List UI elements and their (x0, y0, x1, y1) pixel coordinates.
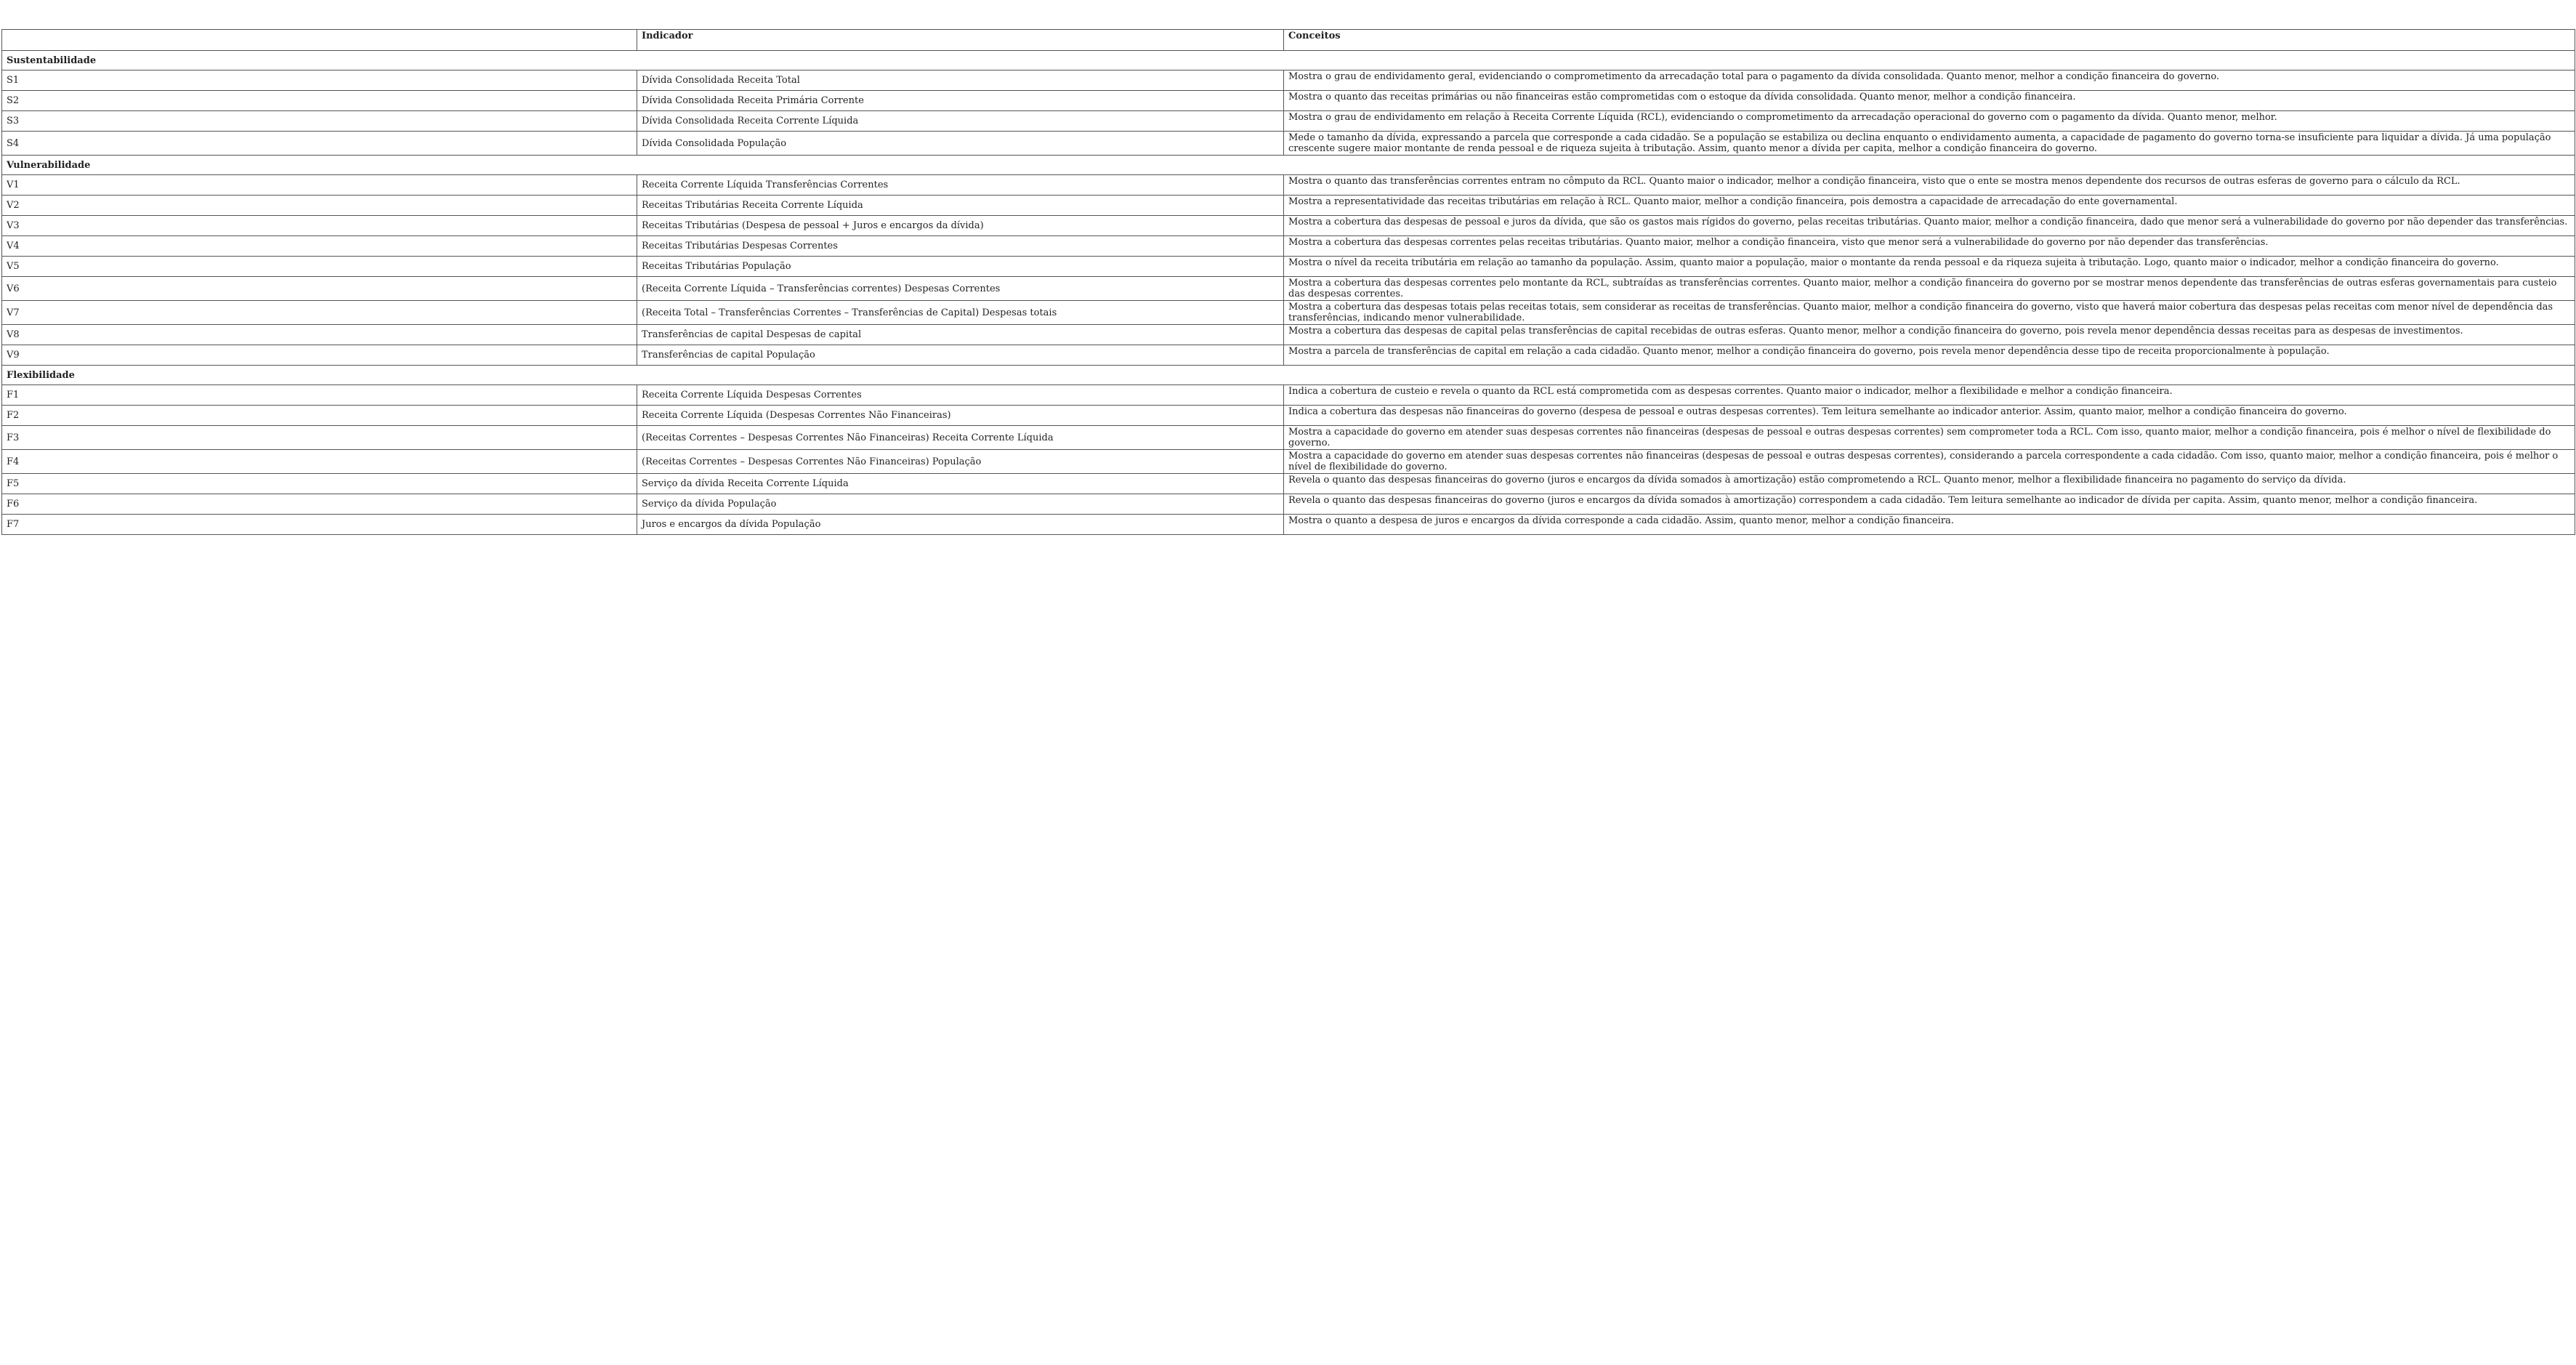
row-indicator: Dívida Consolidada Receita Corrente Líquida (637, 111, 1284, 132)
row-code: V1 (2, 175, 637, 196)
row-code: V8 (2, 325, 637, 345)
table-row (2, 196, 2575, 216)
row-indicator: (Receitas Correntes – Despesas Correntes Não Financeiras) População (637, 450, 1284, 474)
row-concept: Mostra a cobertura das despesas correntes pelas receitas tributárias. Quanto maior, melhor a condição financeira, visto que menor será a vulnerabilidade do governo por não depender das transferências. (1284, 236, 2575, 257)
row-concept: Mostra a parcela de transferências de capital em relação a cada cidadão. Quanto menor, melhor a condição financeira do governo, pois revela menor dependência desse tipo de receita proporcionalmente à população. (1284, 345, 2575, 366)
table-row (2, 277, 2575, 301)
row-code: F6 (2, 494, 637, 515)
table-row (2, 426, 2575, 450)
table-row (2, 450, 2575, 474)
row-concept: Mostra a capacidade do governo em atender suas despesas correntes não financeiras (despesas de pessoal e outras despesas correntes) sem comprometer toda a RCL. Com isso, quanto maior, melhor a condição financeira, pois é melhor o nível de flexibilidade do governo. (1284, 426, 2575, 450)
header-concept: Conceitos (1284, 30, 2575, 51)
row-code: F1 (2, 385, 637, 406)
row-concept: Mostra a cobertura das despesas totais pelas receitas totais, sem considerar as receitas de transferências. Quanto maior, melhor a condição financeira do governo, visto que haverá maior cobertura das despesas pelas receitas com menor nível de dependência das transferências, indicando menor vulnerabilidade. (1284, 301, 2575, 325)
row-concept: Mostra o grau de endividamento geral, evidenciando o comprometimento da arrecadação total para o pagamento da dívida consolidada. Quanto menor, melhor a condição financeira do governo. (1284, 71, 2575, 91)
section-title: Flexibilidade (2, 366, 2575, 385)
row-code: V4 (2, 236, 637, 257)
row-indicator: Receita Corrente Líquida Despesas Correntes (637, 385, 1284, 406)
row-indicator: Receita Corrente Líquida Transferências Correntes (637, 175, 1284, 196)
row-concept: Mostra o grau de endividamento em relação à Receita Corrente Líquida (RCL), evidenciando o comprometimento da arrecadação operacional do governo com o pagamento da dívida. Quanto menor, melhor. (1284, 111, 2575, 132)
table-row (2, 257, 2575, 277)
row-indicator: Transferências de capital População (637, 345, 1284, 366)
row-concept: Mede o tamanho da dívida, expressando a parcela que corresponde a cada cidadão. Se a população se estabiliza ou declina enquanto o endividamento aumenta, a capacidade de pagamento do governo torna-se insuficiente para liquidar a dívida. Já uma população crescente sugere maior montante de renda pessoal e de riqueza sujeita à tributação. Assim, quanto menor a dívida per capita, melhor a condição financeira do governo. (1284, 132, 2575, 156)
row-indicator: (Receitas Correntes – Despesas Correntes Não Financeiras) Receita Corrente Líquida (637, 426, 1284, 450)
row-code: V3 (2, 216, 637, 236)
row-indicator: Receita Corrente Líquida (Despesas Correntes Não Financeiras) (637, 406, 1284, 426)
table-row (2, 175, 2575, 196)
table-row (2, 71, 2575, 91)
row-indicator: Receitas Tributárias Despesas Correntes (637, 236, 1284, 257)
table-row (2, 216, 2575, 236)
row-indicator: Serviço da dívida População (637, 494, 1284, 515)
table-row (2, 236, 2575, 257)
row-code: F2 (2, 406, 637, 426)
row-code: S4 (2, 132, 637, 156)
row-indicator: Receitas Tributárias (Despesa de pessoal + Juros e encargos da dívida) (637, 216, 1284, 236)
row-concept: Mostra a cobertura das despesas correntes pelo montante da RCL, subtraídas as transferências correntes. Quanto maior, melhor a condição financeira do governo por se mostrar menos dependente das transferências de outras esferas governamentais para custeio das despesas correntes. (1284, 277, 2575, 301)
row-code: S1 (2, 71, 637, 91)
table-row (2, 325, 2575, 345)
table-row (2, 515, 2575, 535)
section-row (2, 51, 2575, 71)
row-concept: Revela o quanto das despesas financeiras do governo (juros e encargos da dívida somados à amortização) estão comprometendo a RCL. Quanto menor, melhor a flexibilidade financeira no pagamento do serviço da dívida. (1284, 474, 2575, 494)
row-code: V9 (2, 345, 637, 366)
row-indicator: Receitas Tributárias População (637, 257, 1284, 277)
table-row (2, 91, 2575, 111)
row-concept: Mostra o quanto das receitas primárias ou não financeiras estão comprometidas com o estoque da dívida consolidada. Quanto menor, melhor a condição financeira. (1284, 91, 2575, 111)
row-concept: Indica a cobertura de custeio e revela o quanto da RCL está comprometida com as despesas correntes. Quanto maior o indicador, melhor a flexibilidade e melhor a condição financeira. (1284, 385, 2575, 406)
row-code: V2 (2, 196, 637, 216)
section-row (2, 366, 2575, 385)
row-indicator: Dívida Consolidada População (637, 132, 1284, 156)
row-concept: Indica a cobertura das despesas não financeiras do governo (despesa de pessoal e outras despesas correntes). Tem leitura semelhante ao indicador anterior. Assim, quanto maior, melhor a condição financeira do governo. (1284, 406, 2575, 426)
row-code: F3 (2, 426, 637, 450)
indicators-table (1, 29, 2575, 535)
row-concept: Mostra a cobertura das despesas de pessoal e juros da dívida, que são os gastos mais rígidos do governo, pelas receitas tributárias. Quanto maior, melhor a condição financeira, dado que menor será a vulnerabilidade do governo por não depender das transferências. (1284, 216, 2575, 236)
row-indicator: Serviço da dívida Receita Corrente Líquida (637, 474, 1284, 494)
section-row (2, 156, 2575, 175)
row-concept: Revela o quanto das despesas financeiras do governo (juros e encargos da dívida somados à amortização) correspondem a cada cidadão. Tem leitura semelhante ao indicador de dívida per capita. Assim, quanto menor, melhor a condição financeira. (1284, 494, 2575, 515)
table-row (2, 111, 2575, 132)
table-row (2, 474, 2575, 494)
row-concept: Mostra a representatividade das receitas tributárias em relação à RCL. Quanto maior, melhor a condição financeira, pois demostra a capacidade de arrecadação do ente governamental. (1284, 196, 2575, 216)
row-indicator: Transferências de capital Despesas de capital (637, 325, 1284, 345)
row-code: V5 (2, 257, 637, 277)
row-indicator: Juros e encargos da dívida População (637, 515, 1284, 535)
row-code: V6 (2, 277, 637, 301)
row-concept: Mostra o quanto das transferências correntes entram no cômputo da RCL. Quanto maior o indicador, melhor a condição financeira, visto que o ente se mostra menos dependente dos recursos de outras esferas de governo para o cálculo da RCL. (1284, 175, 2575, 196)
row-indicator: Receitas Tributárias Receita Corrente Líquida (637, 196, 1284, 216)
table-row (2, 406, 2575, 426)
row-concept: Mostra a capacidade do governo em atender suas despesas correntes não financeiras (despesas de pessoal e outras despesas correntes), considerando a parcela correspondente a cada cidadão. Com isso, quanto maior, melhor a condição financeira, pois é melhor o nível de flexibilidade do governo. (1284, 450, 2575, 474)
section-title: Vulnerabilidade (2, 156, 2575, 175)
row-code: F4 (2, 450, 637, 474)
row-indicator: (Receita Total – Transferências Correntes – Transferências de Capital) Despesas totais (637, 301, 1284, 325)
header-row (2, 30, 2575, 51)
row-indicator: Dívida Consolidada Receita Total (637, 71, 1284, 91)
table-row (2, 132, 2575, 156)
table-row (2, 385, 2575, 406)
row-concept: Mostra a cobertura das despesas de capital pelas transferências de capital recebidas de outras esferas. Quanto menor, melhor a condição financeira do governo, pois revela menor dependência dessas receitas para as despesas de investimentos. (1284, 325, 2575, 345)
row-code: F7 (2, 515, 637, 535)
row-indicator: (Receita Corrente Líquida – Transferências correntes) Despesas Correntes (637, 277, 1284, 301)
row-code: F5 (2, 474, 637, 494)
table-row (2, 345, 2575, 366)
header-code (2, 30, 637, 51)
table-row (2, 301, 2575, 325)
section-title: Sustentabilidade (2, 51, 2575, 71)
row-code: S2 (2, 91, 637, 111)
header-indicator: Indicador (637, 30, 1284, 51)
table-row (2, 494, 2575, 515)
row-concept: Mostra o quanto a despesa de juros e encargos da dívida corresponde a cada cidadão. Assim, quanto menor, melhor a condição financeira. (1284, 515, 2575, 535)
row-code: V7 (2, 301, 637, 325)
row-indicator: Dívida Consolidada Receita Primária Corrente (637, 91, 1284, 111)
row-code: S3 (2, 111, 637, 132)
row-concept: Mostra o nível da receita tributária em relação ao tamanho da população. Assim, quanto maior a população, maior o montante da renda pessoal e da riqueza sujeita à tributação. Logo, quanto maior o indicador, melhor a condição financeira do governo. (1284, 257, 2575, 277)
table-body (2, 51, 2575, 535)
